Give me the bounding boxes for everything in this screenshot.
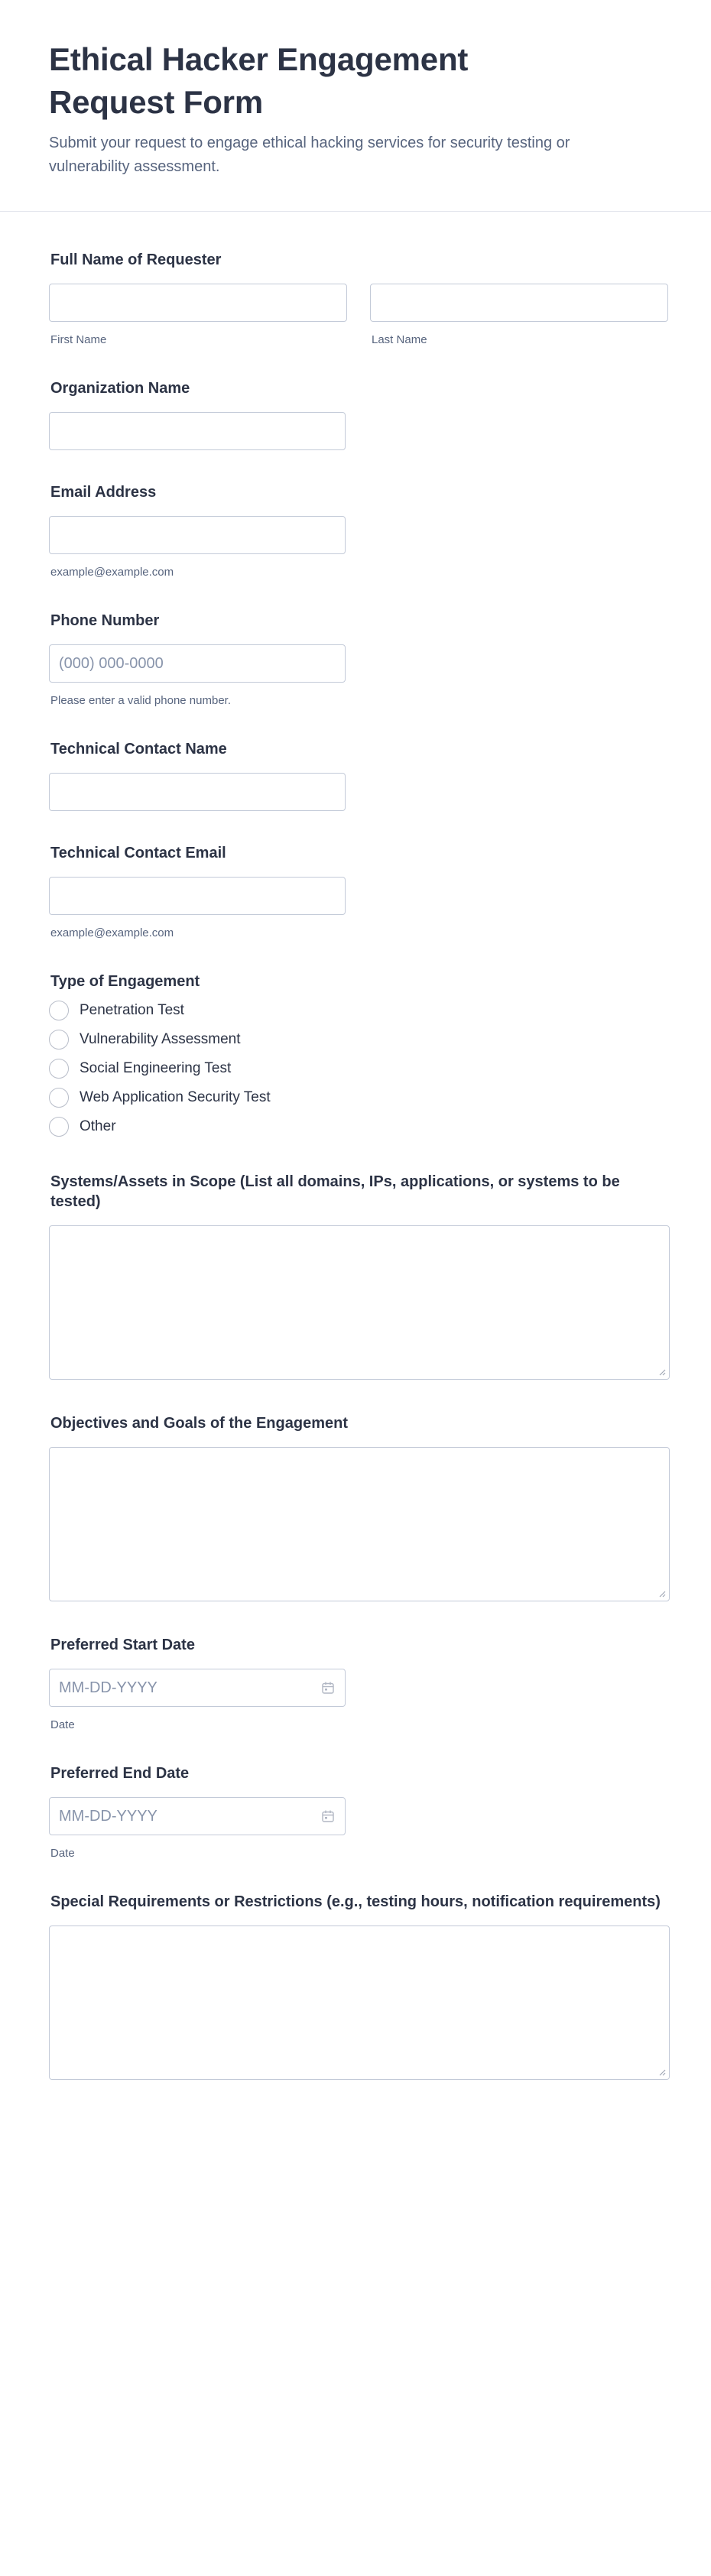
email-label: Email Address <box>50 484 157 501</box>
resize-grip-icon[interactable] <box>658 1590 666 1598</box>
radio-button[interactable] <box>49 1001 69 1020</box>
special-requirements-field <box>49 1892 670 2080</box>
tech-email-sublabel: example@example.com <box>50 926 174 939</box>
calendar-icon[interactable] <box>321 1681 335 1695</box>
tech-email-label: Technical Contact Email <box>50 845 226 861</box>
tech-email-input[interactable] <box>49 877 346 915</box>
radio-option-web-application-security-test[interactable] <box>49 1083 670 1112</box>
scope-label: Systems/Assets in Scope (List all domains, IPs, applications, or systems to be tested) <box>50 1173 620 1210</box>
start-date-sublabel: Date <box>50 1718 75 1731</box>
email-input[interactable] <box>49 516 346 554</box>
engagement-type-label: Type of Engagement <box>50 973 200 990</box>
form-body <box>0 250 711 2080</box>
phone-label: Phone Number <box>50 612 160 629</box>
radio-option-vulnerability-assessment[interactable] <box>49 1025 670 1054</box>
radio-button[interactable] <box>49 1059 69 1079</box>
radio-button[interactable] <box>49 1088 69 1108</box>
phone-input[interactable] <box>49 644 346 683</box>
radio-option-label: Vulnerability Assessment <box>80 1031 241 1047</box>
special-requirements-textarea[interactable] <box>49 1926 670 2080</box>
radio-option-other[interactable] <box>49 1112 670 1141</box>
scope-field <box>49 1172 670 1380</box>
form-title: Ethical Hacker Engagement Request Form <box>49 41 469 120</box>
tech-name-label: Technical Contact Name <box>50 741 227 758</box>
form-subtitle: Submit your request to engage ethical hacking services for security testing or vulnerability assessment. <box>49 135 570 175</box>
radio-option-penetration-test[interactable] <box>49 996 670 1025</box>
radio-button[interactable] <box>49 1117 69 1137</box>
email-sublabel: example@example.com <box>50 566 174 579</box>
engagement-type-options <box>49 996 670 1141</box>
first-name-group <box>49 284 347 348</box>
email-field <box>49 482 670 580</box>
phone-sublabel: Please enter a valid phone number. <box>50 694 231 707</box>
end-date-input[interactable] <box>49 1797 346 1835</box>
organization-label: Organization Name <box>50 380 190 397</box>
radio-option-label: Social Engineering Test <box>80 1060 232 1076</box>
phone-field <box>49 611 670 709</box>
objectives-field <box>49 1413 670 1601</box>
tech-name-field <box>49 739 670 811</box>
organization-input[interactable] <box>49 412 346 450</box>
radio-button[interactable] <box>49 1030 69 1050</box>
radio-option-label: Penetration Test <box>80 1002 184 1018</box>
resize-grip-icon[interactable] <box>658 2068 666 2076</box>
radio-option-social-engineering-test[interactable] <box>49 1054 670 1083</box>
first-name-input[interactable] <box>49 284 347 322</box>
resize-grip-icon[interactable] <box>658 1368 666 1376</box>
form-header <box>0 0 711 212</box>
start-date-field <box>49 1635 670 1733</box>
tech-name-input[interactable] <box>49 773 346 811</box>
scope-textarea[interactable] <box>49 1225 670 1380</box>
calendar-icon[interactable] <box>321 1809 335 1823</box>
full-name-label: Full Name of Requester <box>50 251 222 268</box>
engagement-type-field <box>49 972 670 1141</box>
end-date-label: Preferred End Date <box>50 1765 190 1782</box>
last-name-input[interactable] <box>370 284 668 322</box>
start-date-input[interactable] <box>49 1669 346 1707</box>
radio-option-label: Other <box>80 1118 116 1134</box>
organization-field <box>49 378 670 450</box>
start-date-label: Preferred Start Date <box>50 1637 195 1653</box>
tech-email-field <box>49 843 670 941</box>
last-name-group <box>370 284 668 348</box>
objectives-label: Objectives and Goals of the Engagement <box>50 1415 348 1432</box>
first-name-sublabel: First Name <box>50 333 107 346</box>
special-requirements-label: Special Requirements or Restrictions (e.g., testing hours, notification requirements) <box>50 1893 661 1910</box>
end-date-sublabel: Date <box>50 1847 75 1860</box>
objectives-textarea[interactable] <box>49 1447 670 1601</box>
end-date-field <box>49 1763 670 1861</box>
full-name-field <box>49 250 670 348</box>
radio-option-label: Web Application Security Test <box>80 1089 271 1105</box>
last-name-sublabel: Last Name <box>372 333 427 346</box>
